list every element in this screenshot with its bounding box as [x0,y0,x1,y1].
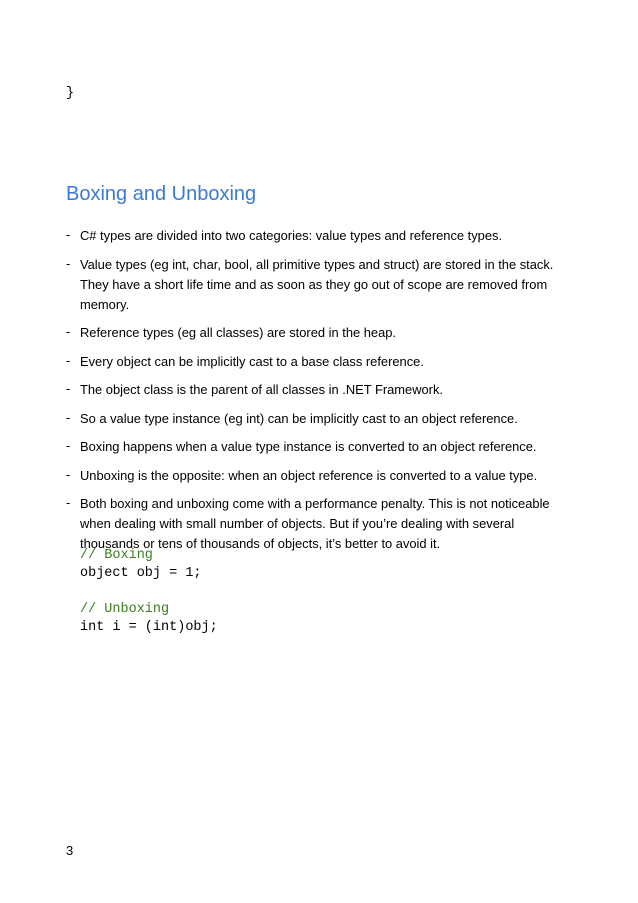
bullet-text: Unboxing is the opposite: when an object reference is converted to a value type. [80,467,538,483]
bullet-item [66,494,566,554]
dash-marker: - [66,255,71,271]
bullet-text: C# types are divided into two categories: value types and reference types. [80,228,503,243]
section-heading: Boxing and Unboxing [66,183,257,205]
bullet-list [66,226,566,563]
bullet-item [66,437,566,457]
bullet-text: Both boxing and unboxing come with a performance penalty. This is not noticeable when dealing with small number of objects. But if you’re dealing with several thousands or tens of thousands of objects, it’s better to avoid it. [80,496,550,551]
boxing-comment: // Boxing [80,548,153,563]
page-number: 3 [66,843,74,858]
dash-marker: - [66,466,71,482]
unboxing-comment: // Unboxing [80,602,170,617]
bullet-item [66,466,566,486]
bullet-text: Reference types (eg all classes) are stored in the heap. [80,325,396,340]
bullet-text: Every object can be implicitly cast to a base class reference. [80,353,424,369]
bullet-item [66,255,566,315]
bullet-item [66,226,566,246]
dash-marker: - [66,381,71,396]
bullet-item [66,380,566,400]
code-block [80,547,218,637]
dash-marker: - [66,438,71,453]
bullet-item [66,323,566,343]
dash-marker: - [66,324,71,339]
bullet-text: Boxing happens when a value type instance is converted to an object reference. [80,439,537,454]
code-spacer [80,583,218,601]
dash-marker: - [66,409,71,425]
bullet-text: The object class is the parent of all classes in .NET Framework. [80,382,443,397]
dash-marker: - [66,352,71,368]
closing-brace-code: } [66,86,75,101]
boxing-code-line: object obj = 1; [80,566,202,581]
dash-marker: - [66,495,71,510]
bullet-text: So a value type instance (eg int) can be implicitly cast to an object reference. [80,410,518,426]
bullet-item [66,352,566,372]
bullet-item [66,409,566,429]
bullet-text: Value types (eg int, char, bool, all primitive types and struct) are stored in the stack. They have a short life time and as soon as they go out of scope are removed from memory. [80,256,554,312]
unboxing-code-line: int i = (int)obj; [80,620,218,635]
dash-marker: - [66,227,71,242]
